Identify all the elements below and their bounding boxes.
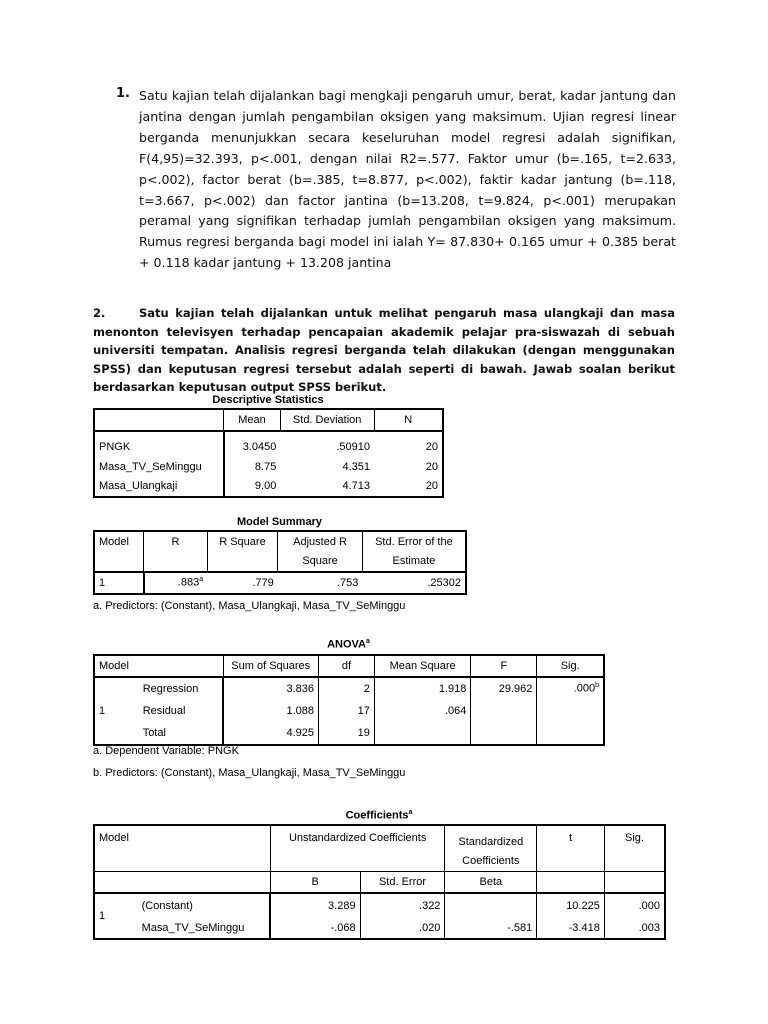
header-cell: Estimate [362,552,466,573]
header-cell: Mean [224,409,281,431]
cell-value: .50910 [336,441,370,454]
question-2-text: Satu kajian telah dijalankan untuk melihat pengaruh masa ulangkaji dan masa menonton televisyen terhadap pencapaian akademik pelajar pra-siswazah di sebuah universiti tempatan. Analisis regresi berganda telah dilakukan (dengan menggunakan SPSS) dan keputusan regresi tersebut adalah seperti di bawah. Jawab soalan berikut berdasarkan keputusan output SPSS berikut. [93,306,675,394]
header-cell: Std. Error of the [362,531,466,552]
cell-value [445,893,537,918]
cell-value: .003 [604,918,665,939]
table-header-row [94,531,466,552]
header-cell: F [471,655,537,677]
descriptive-table [93,408,444,498]
anova-note-a: a. Dependent Variable: PNGK [93,745,239,757]
header-cell: Beta [445,872,537,894]
cell-value: 4.351 [342,460,370,473]
header-cell: Standardized [445,825,537,852]
header-cell: Square [278,552,363,573]
header-cell: Sum of Squares [223,655,318,677]
anova-note-b: b. Predictors: (Constant), Masa_Ulangkaji, Masa_TV_SeMinggu [93,767,406,779]
row-label: Masa_TV_SeMinggu [138,918,271,939]
question-1-number: 1. [116,86,130,101]
header-cell: t [537,825,605,872]
cell-value: .322 [360,893,445,918]
cell-value: 3.836 [223,677,318,700]
header-cell: Mean Square [374,655,471,677]
cell-value: 3.0450 [242,441,277,454]
table-header-row [94,552,466,573]
cell-value: -.581 [445,918,537,939]
header-cell: Coefficients [445,852,537,872]
cell-value: .064 [374,700,471,722]
cell-value: 8.75 [254,460,277,473]
row-label: PNGK [94,431,224,458]
table-row [94,431,443,458]
cell-value: .25302 [362,572,466,594]
cell-value: 10.225 [537,893,605,918]
table-row [94,893,665,918]
question-1-text: Satu kajian telah dijalankan bagi mengkaji pengaruh umur, berat, kadar jantung dan jantina dengan jumlah pengambilan oksigen yang maksimum. Ujian regresi linear berganda menunjukkan secara keseluruhan model regresi adalah signifikan, F(4,95)=32.393, p<.001, dengan nilai R2=.577. Faktor umur (b=.165, t=2.633, p<.002), factor berat (b=.385, t=8.877, p<.002), faktir kadar jantung (b=.118, t=3.667, p<.002) dan factor jantina (b=13.208, t=9.824, p<.001) merupakan peramal yang signifikan terhadap jumlah pengambilan oksigen yang maksimum. Rumus regresi berganda bagi model ini ialah Y= 87.830+ 0.165 umur + 0.385 berat + 0.118 kadar jantung + 13.208 jantina [139,88,676,271]
coefficients-table [93,824,666,940]
anova-table [93,654,605,746]
cell-value: 4.925 [223,722,318,745]
question-1 [116,86,676,274]
anova-title: ANOVA$^a$ [327,638,370,651]
cell-value: .779 [252,576,274,589]
header-cell: Model [94,655,223,677]
header-cell: Sig. [537,655,604,677]
table-header-row [94,872,665,894]
header-cell: Model [94,531,144,552]
model-summary-note: a. Predictors: (Constant), Masa_Ulangkaji, Masa_TV_SeMinggu [93,600,406,612]
question-2 [93,304,675,397]
cell-value: -3.418 [537,918,605,939]
row-label: 1 [94,893,138,939]
cell-value: 3.289 [270,893,360,918]
header-cell [94,409,224,431]
row-label: 1 [94,677,139,745]
table-row [94,572,466,594]
table-header-row [94,825,665,852]
table-row [94,722,604,745]
header-cell: N [374,409,443,431]
table-header-row [94,655,604,677]
row-label: Regression [139,677,223,700]
coefficients-title: Coefficients$^a$ [345,809,413,822]
cell-value: .000 [604,893,665,918]
header-cell: R [144,531,207,552]
cell-value: 1.918 [374,677,471,700]
header-cell: Std. Error [360,872,445,894]
model-summary-title: Model Summary [237,516,322,528]
table-row [94,477,443,498]
row-label: 1 [94,572,144,594]
cell-value: 1.088 [223,700,318,722]
cell-value: 20 [374,431,443,458]
cell-value: .020 [360,918,445,939]
header-cell: R Square [207,531,278,552]
row-label: (Constant) [138,893,271,918]
table-row [94,918,665,939]
table-row [94,457,443,477]
header-cell: Sig. [604,825,665,872]
cell-value: 20 [374,477,443,498]
cell-value: .753 [336,576,359,589]
descriptive-title: Descriptive Statistics [212,394,324,406]
cell-value: 29.962 [471,677,537,700]
cell-value: 4.713 [342,480,370,493]
header-cell: Adjusted R [278,531,363,552]
header-cell: df [318,655,374,677]
table-header-row [94,409,443,431]
header-cell: Std. Deviation [280,409,374,431]
row-label: Total [139,722,223,745]
header-cell: Unstandardized Coefficients [270,825,445,852]
cell-value: .883$^a$ [177,576,204,590]
row-label: Masa_TV_SeMinggu [94,457,224,477]
cell-value: 2 [318,677,374,700]
table-row [94,700,604,722]
cell-value: 19 [318,722,374,745]
row-label: Residual [139,700,223,722]
cell-value: 9.00 [254,480,277,493]
cell-value: -.068 [270,918,360,939]
row-label: Masa_Ulangkaji [94,477,224,498]
cell-value: 20 [374,457,443,477]
cell-value: .000$^b$ [537,677,604,700]
model-summary-table [93,530,467,595]
table-row [94,677,604,700]
header-cell: B [270,872,360,894]
header-cell: Model [94,825,270,872]
question-2-number: 2. [93,306,106,320]
cell-value: 17 [318,700,374,722]
